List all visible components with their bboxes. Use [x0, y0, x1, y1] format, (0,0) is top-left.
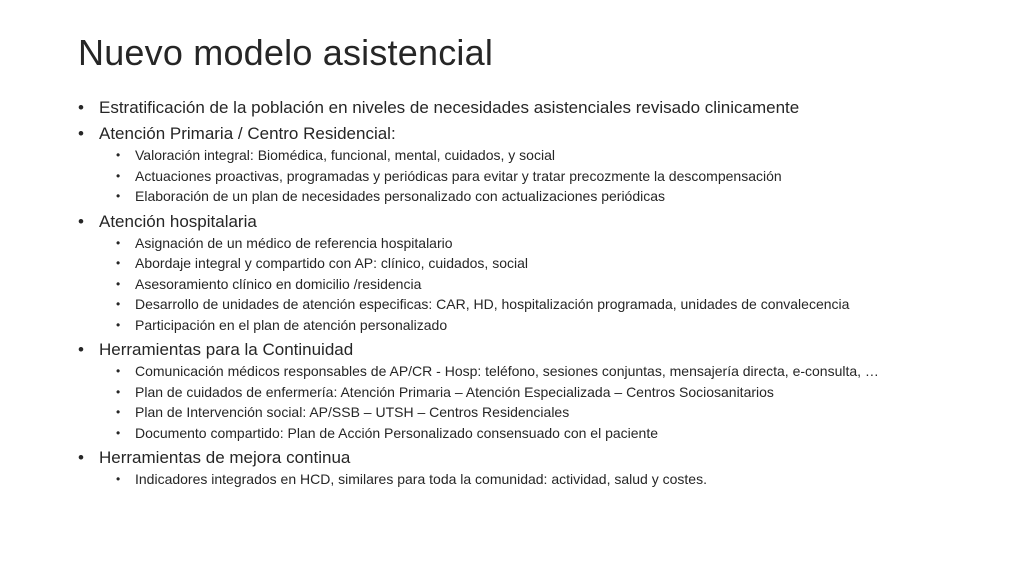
- sub-bullet-item: [78, 315, 968, 336]
- bullet-item: [78, 97, 968, 119]
- sub-bullet-text: Documento compartido: Plan de Acción Personalizado consensuado con el paciente: [135, 424, 658, 441]
- bullet-item: [78, 339, 968, 361]
- sub-bullet-list: [78, 469, 968, 490]
- sub-bullet-text: Elaboración de un plan de necesidades personalizado con actualizaciones periódicas: [135, 188, 666, 204]
- sub-bullet-item: [78, 402, 968, 423]
- bullet-text: Herramientas para la Continuidad: [99, 340, 354, 359]
- sub-bullet-marker: •: [116, 148, 121, 162]
- sub-bullet-item: [78, 186, 968, 207]
- sub-bullet-marker: •: [116, 405, 121, 419]
- bullet-marker: •: [78, 448, 84, 467]
- bullet-text: Atención Primaria / Centro Residencial:: [99, 124, 396, 143]
- sub-bullet-text: Plan de cuidados de enfermería: Atención Primaria – Atención Especializada – Centros Sociosanitarios: [135, 383, 774, 400]
- sub-bullet-item: [78, 145, 968, 166]
- sub-bullet-text: Desarrollo de unidades de atención especificas: CAR, HD, hospitalización programada, unidades de convalecencia: [135, 296, 850, 312]
- bullet-marker: •: [78, 340, 84, 359]
- sub-bullet-text: Asesoramiento clínico en domicilio /residencia: [135, 275, 422, 292]
- sub-bullet-item: [78, 274, 968, 295]
- sub-bullet-list: [78, 145, 968, 207]
- sub-bullet-text: Actuaciones proactivas, programadas y periódicas para evitar y tratar precozmente la descompensación: [135, 167, 782, 184]
- sub-bullet-item: [78, 233, 968, 254]
- sub-bullet-item: [78, 166, 968, 187]
- sub-bullet-text: Indicadores integrados en HCD, similares para toda la comunidad: actividad, salud y costes.: [135, 471, 707, 487]
- sub-bullet-item: [78, 361, 945, 382]
- sub-bullet-item: [78, 294, 945, 315]
- slide-title: Nuevo modelo asistencial: [78, 32, 494, 73]
- sub-bullet-text: Participación en el plan de atención personalizado: [135, 316, 448, 333]
- sub-bullet-marker: •: [116, 168, 121, 183]
- bullet-text: Estratificación de la población en niveles de necesidades asistenciales revisado clinicamente: [99, 98, 800, 117]
- sub-bullet-text: Plan de Intervención social: AP/SSB – UTSH – Centros Residenciales: [135, 404, 570, 420]
- bullet-item: [78, 123, 968, 145]
- sub-bullet-marker: •: [116, 384, 121, 399]
- sub-bullet-text: Abordaje integral y compartido con AP: clínico, cuidados, social: [135, 255, 528, 271]
- bullet-item: [78, 447, 968, 469]
- sub-bullet-marker: •: [116, 472, 121, 486]
- sub-bullet-marker: •: [116, 297, 121, 311]
- sub-bullet-marker: •: [116, 235, 121, 250]
- sub-bullet-item: [78, 469, 968, 490]
- sub-bullet-list: [78, 233, 968, 336]
- sub-bullet-marker: •: [116, 425, 121, 440]
- sub-bullet-marker: •: [116, 189, 121, 203]
- sub-bullet-marker: •: [116, 317, 121, 332]
- sub-bullet-item: [78, 382, 968, 403]
- sub-bullet-item: [78, 253, 968, 274]
- bullet-item: [78, 211, 968, 233]
- sub-bullet-item: [78, 423, 968, 444]
- sub-bullet-marker: •: [116, 364, 121, 378]
- sub-bullet-text: Comunicación médicos responsables de AP/CR - Hosp: teléfono, sesiones conjuntas, mensajería directa, e-consulta, …: [135, 363, 879, 379]
- bullet-marker: •: [78, 98, 84, 117]
- bullet-marker: •: [78, 124, 84, 143]
- bullet-marker: •: [78, 211, 84, 231]
- sub-bullet-marker: •: [116, 256, 121, 270]
- bullet-list: [78, 97, 968, 490]
- sub-bullet-list: [78, 361, 968, 443]
- bullet-text: Herramientas de mejora continua: [99, 448, 351, 467]
- bullet-text: Atención hospitalaria: [99, 211, 257, 231]
- sub-bullet-text: Valoración integral: Biomédica, funcional, mental, cuidados, y social: [135, 147, 555, 163]
- sub-bullet-marker: •: [116, 276, 121, 291]
- sub-bullet-text: Asignación de un médico de referencia hospitalario: [135, 234, 453, 251]
